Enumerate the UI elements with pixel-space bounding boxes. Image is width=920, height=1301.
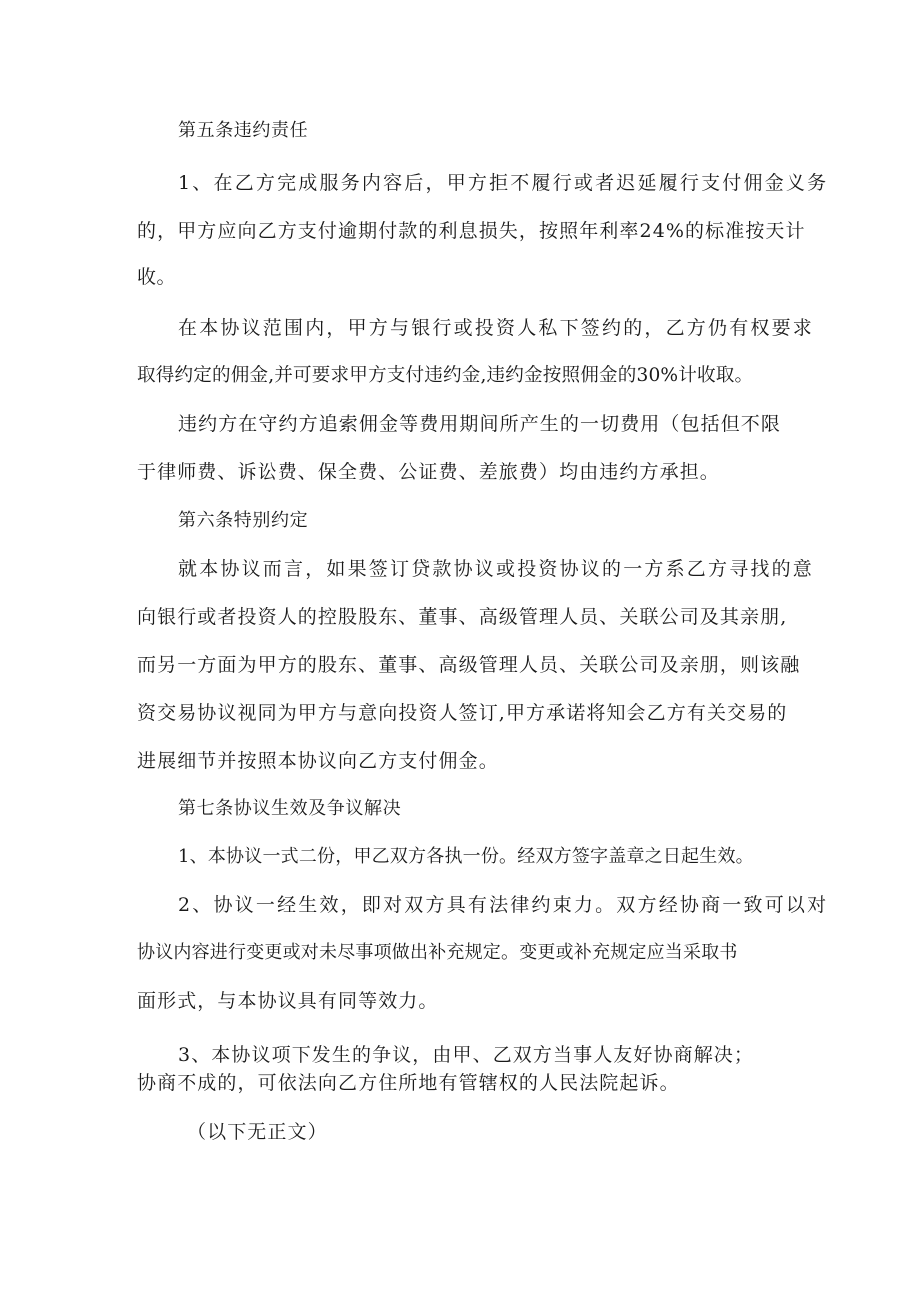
paragraph-line: 面形式，与本协议具有同等效力。 <box>137 990 439 1012</box>
paragraph-line: 而另一方面为甲方的股东、董事、高级管理人员、关联公司及亲朋，则该融 <box>137 654 801 676</box>
paragraph-line: 收。 <box>137 266 177 288</box>
paragraph-line: 3、本协议项下发生的争议，由甲、乙双方当事人友好协商解决； <box>178 1044 754 1066</box>
paragraph-line: 违约方在守约方追索佣金等费用期间所产生的一切费用（包括但不限 <box>178 413 782 435</box>
paragraph-line: 进展细节并按照本协议向乙方支付佣金。 <box>137 750 499 772</box>
paragraph-line: 的，甲方应向乙方支付逾期付款的利息损失，按照年利率24%的标准按天计 <box>137 220 806 242</box>
section-heading-6: 第六条特别约定 <box>178 510 309 531</box>
paragraph-line: 就本协议而言，如果签订贷款协议或投资协议的一方系乙方寻找的意 <box>178 558 815 580</box>
paragraph-line: 向银行或者投资人的控股股东、董事、高级管理人员、关联公司及其亲朋, <box>137 606 788 628</box>
section-heading-7: 第七条协议生效及争议解决 <box>178 798 402 819</box>
section-heading-5: 第五条违约责任 <box>178 120 309 141</box>
paragraph-line: 协议内容进行变更或对未尽事项做出补充规定。变更或补充规定应当采取书 <box>137 942 738 963</box>
paragraph-line: 于律师费、诉讼费、保全费、公证费、差旅费）均由违约方承担。 <box>137 461 720 483</box>
paragraph-line: 取得约定的佣金,并可要求甲方支付违约金,违约金按照佣金的30%计收取。 <box>137 365 754 386</box>
closing-note: （以下无正文） <box>187 1121 328 1143</box>
paragraph-line: 协商不成的，可依法向乙方住所地有管辖权的人民法院起诉。 <box>137 1072 680 1094</box>
paragraph-line: 1、本协议一式二份，甲乙双方各执一份。经双方签字盖章之日起生效。 <box>178 846 754 867</box>
paragraph-line: 在本协议范围内，甲方与银行或投资人私下签约的，乙方仍有权要求 <box>178 317 815 339</box>
paragraph-line: 1、在乙方完成服务内容后，甲方拒不履行或者迟延履行支付佣金义务 <box>178 172 829 194</box>
paragraph-line: 2、协议一经生效，即对双方具有法律约束力。双方经协商一致可以对 <box>178 894 829 916</box>
paragraph-line: 资交易协议视同为甲方与意向投资人签订,甲方承诺将知会乙方有关交易的 <box>137 702 788 724</box>
